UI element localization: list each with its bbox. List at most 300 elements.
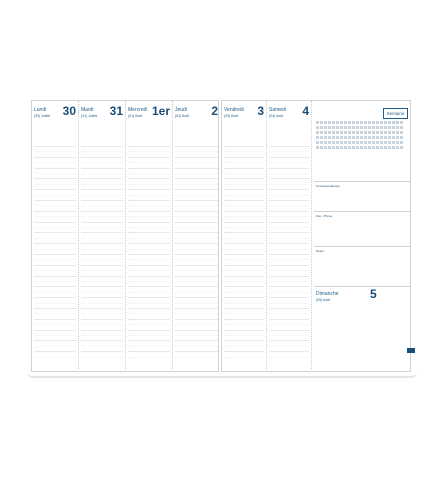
mini-calendar-cell <box>352 146 355 149</box>
mini-calendar-cell <box>388 131 391 134</box>
ruled-line <box>175 330 218 331</box>
time-grid <box>32 146 78 359</box>
ruled-line <box>175 232 218 233</box>
ruled-line <box>175 249 218 250</box>
mini-calendar-cell <box>368 131 371 134</box>
mini-calendar-cell <box>364 146 367 149</box>
mini-calendar-cell <box>388 141 391 144</box>
mini-calendar-cell <box>352 121 355 124</box>
fax-phone-section <box>314 211 410 218</box>
mini-calendar-cell <box>376 136 379 139</box>
ruled-line <box>175 146 218 147</box>
ruled-line <box>34 222 76 223</box>
ruled-line <box>175 189 218 190</box>
mini-calendar-cell <box>360 136 363 139</box>
mini-calendar-cell <box>316 136 319 139</box>
mini-calendar-cell <box>316 126 319 129</box>
ruled-line <box>34 324 76 325</box>
ruled-line <box>175 270 218 271</box>
ruled-line <box>34 227 76 228</box>
mini-calendar-cell <box>364 126 367 129</box>
ruled-line <box>269 319 309 320</box>
ruled-line <box>81 324 123 325</box>
ruled-line <box>224 168 264 169</box>
ruled-line <box>224 259 264 260</box>
ruled-line <box>175 205 218 206</box>
ruled-line <box>34 265 76 266</box>
mini-calendar-cell <box>396 141 399 144</box>
ruled-line <box>224 357 264 358</box>
ruled-line <box>128 286 170 287</box>
ruled-line <box>269 189 309 190</box>
ruled-line <box>224 286 264 287</box>
ruled-line <box>224 146 264 147</box>
mini-calendar-cell <box>388 136 391 139</box>
mini-calendar-cell <box>324 146 327 149</box>
mini-calendar-cell <box>352 136 355 139</box>
ruled-line <box>34 357 76 358</box>
ruled-line <box>128 216 170 217</box>
ruled-line <box>34 346 76 347</box>
ruled-line <box>175 178 218 179</box>
day-subtitle: (04) Août <box>269 114 284 118</box>
mini-calendar-cell <box>360 141 363 144</box>
ruled-line <box>224 340 264 341</box>
ruled-line <box>224 157 264 158</box>
ruled-line <box>81 195 123 196</box>
mini-calendar-cell <box>324 126 327 129</box>
day-column-friday <box>222 101 267 369</box>
ruled-line <box>175 308 218 309</box>
ruled-line <box>175 319 218 320</box>
ruled-line <box>269 178 309 179</box>
mini-calendar-cell <box>344 141 347 144</box>
ruled-line <box>128 200 170 201</box>
ruled-line <box>81 216 123 217</box>
mini-calendar-cell <box>348 141 351 144</box>
ruled-line <box>269 335 309 336</box>
ruled-line <box>269 232 309 233</box>
mini-calendar-cell <box>400 146 403 149</box>
ruled-line <box>175 151 218 152</box>
ruled-line <box>175 313 218 314</box>
ruled-line <box>81 162 123 163</box>
ruled-line <box>269 173 309 174</box>
ruled-line <box>128 351 170 352</box>
mini-calendar-cell <box>348 121 351 124</box>
ruled-line <box>175 259 218 260</box>
ruled-line <box>224 173 264 174</box>
ruled-line <box>224 227 264 228</box>
mini-calendar-cell <box>344 136 347 139</box>
ruled-line <box>34 195 76 196</box>
mini-calendar-cell <box>352 131 355 134</box>
mini-calendar-cell <box>352 141 355 144</box>
ruled-line <box>175 276 218 277</box>
ruled-line <box>128 146 170 147</box>
ruled-line <box>34 351 76 352</box>
day-column-saturday <box>267 101 312 369</box>
ruled-line <box>81 297 123 298</box>
day-number: 1er <box>151 104 170 118</box>
ruled-line <box>224 178 264 179</box>
ruled-line <box>34 157 76 158</box>
mini-calendar-cell <box>348 131 351 134</box>
mini-calendar-cell <box>364 141 367 144</box>
day-name: Jeudi <box>175 107 187 113</box>
ruled-line <box>224 243 264 244</box>
correspondence-label: Correspondances <box>316 184 340 188</box>
left-page <box>31 100 219 372</box>
ruled-line <box>81 313 123 314</box>
ruled-line <box>34 249 76 250</box>
mini-calendar-cell <box>380 146 383 149</box>
mini-calendar-cell <box>376 141 379 144</box>
ruled-line <box>224 292 264 293</box>
ruled-line <box>128 265 170 266</box>
ruled-line <box>175 286 218 287</box>
ruled-line <box>81 276 123 277</box>
mini-calendar-cell <box>400 136 403 139</box>
mini-calendar-cell <box>396 146 399 149</box>
ruled-line <box>128 292 170 293</box>
ruled-line <box>81 259 123 260</box>
ruled-line <box>81 211 123 212</box>
mini-calendar-cell <box>384 136 387 139</box>
ruled-line <box>224 195 264 196</box>
ruled-line <box>81 265 123 266</box>
ruled-line <box>128 211 170 212</box>
ruled-line <box>269 265 309 266</box>
day-header <box>224 104 264 129</box>
ruled-line <box>269 259 309 260</box>
ruled-line <box>269 297 309 298</box>
mini-calendar-cell <box>392 141 395 144</box>
mini-calendar-cell <box>328 126 331 129</box>
mini-calendar-cell <box>368 121 371 124</box>
correspondence-section <box>314 181 410 188</box>
ruled-line <box>224 330 264 331</box>
ruled-line <box>224 232 264 233</box>
ruled-line <box>224 238 264 239</box>
mini-calendar-cell <box>396 126 399 129</box>
ruled-line <box>175 211 218 212</box>
ruled-line <box>34 216 76 217</box>
mini-calendar-cell <box>368 136 371 139</box>
mini-calendar-cell <box>324 131 327 134</box>
ruled-line <box>224 162 264 163</box>
ruled-line <box>81 270 123 271</box>
ruled-line <box>34 259 76 260</box>
side-panel <box>314 101 410 371</box>
ruled-line <box>269 281 309 282</box>
ruled-line <box>175 168 218 169</box>
ruled-line <box>269 340 309 341</box>
mini-calendar-cell <box>392 146 395 149</box>
ruled-line <box>34 270 76 271</box>
mini-calendar-cell <box>332 136 335 139</box>
ruled-line <box>128 205 170 206</box>
mini-calendar-cell <box>320 126 323 129</box>
ruled-line <box>128 151 170 152</box>
ruled-line <box>128 249 170 250</box>
day-number: 2 <box>211 104 218 118</box>
ruled-line <box>128 232 170 233</box>
ruled-line <box>269 270 309 271</box>
ruled-line <box>269 184 309 185</box>
ruled-line <box>81 286 123 287</box>
day-column-monday <box>32 101 79 369</box>
ruled-line <box>269 195 309 196</box>
ruled-line <box>128 243 170 244</box>
ruled-line <box>81 357 123 358</box>
sunday-subtitle: (05) Août <box>316 298 331 302</box>
ruled-line <box>81 189 123 190</box>
ruled-line <box>34 303 76 304</box>
mini-calendar-cell <box>380 136 383 139</box>
ruled-line <box>224 303 264 304</box>
time-grid <box>222 146 266 359</box>
mini-calendar-cell <box>340 136 343 139</box>
ruled-line <box>81 351 123 352</box>
ruled-line <box>224 265 264 266</box>
mini-calendar-cell <box>400 141 403 144</box>
ruled-line <box>81 346 123 347</box>
ruled-line <box>175 162 218 163</box>
ruled-line <box>34 243 76 244</box>
ruled-line <box>81 281 123 282</box>
ruled-line <box>128 157 170 158</box>
ruled-line <box>34 189 76 190</box>
ruled-line <box>224 346 264 347</box>
mini-calendar-cell <box>340 126 343 129</box>
ruled-line <box>128 324 170 325</box>
ruled-line <box>81 151 123 152</box>
ruled-line <box>34 162 76 163</box>
ruled-line <box>81 173 123 174</box>
ruled-line <box>128 162 170 163</box>
ruled-line <box>175 357 218 358</box>
ruled-line <box>81 254 123 255</box>
mini-calendar-cell <box>324 121 327 124</box>
mini-calendar-cell <box>344 126 347 129</box>
mini-calendar-cell <box>316 131 319 134</box>
ruled-line <box>81 249 123 250</box>
ruled-line <box>175 292 218 293</box>
mini-calendar-cell <box>376 146 379 149</box>
mini-calendar-cell <box>372 126 375 129</box>
mini-calendar-cell <box>372 136 375 139</box>
day-subtitle: (02) Août <box>175 114 190 118</box>
day-column-thursday <box>173 101 220 369</box>
sunday-number: 5 <box>370 287 377 301</box>
mini-calendar-cell <box>324 136 327 139</box>
ruled-line <box>81 319 123 320</box>
ruled-line <box>224 319 264 320</box>
ruled-line <box>269 205 309 206</box>
mini-calendar-cell <box>328 131 331 134</box>
ruled-line <box>269 324 309 325</box>
mini-calendar-cell <box>336 121 339 124</box>
ruled-line <box>128 340 170 341</box>
mini-calendar-cell <box>352 126 355 129</box>
week-number-box: Semaine <box>383 108 408 119</box>
ruled-line <box>175 195 218 196</box>
mini-calendar-cell <box>332 126 335 129</box>
day-header <box>269 104 309 129</box>
ruled-line <box>34 276 76 277</box>
day-name: Lundi <box>34 107 47 113</box>
ruled-line <box>34 297 76 298</box>
ruled-line <box>269 227 309 228</box>
ruled-line <box>175 222 218 223</box>
mini-calendar-cell <box>364 131 367 134</box>
ruled-line <box>269 303 309 304</box>
mini-calendar-cell <box>316 146 319 149</box>
ruled-line <box>224 205 264 206</box>
ruled-line <box>34 232 76 233</box>
mini-calendar-cell <box>392 131 395 134</box>
ruled-line <box>128 173 170 174</box>
mini-calendar-cell <box>376 121 379 124</box>
mini-calendar <box>316 121 404 155</box>
day-number: 3 <box>257 104 264 118</box>
ruled-line <box>175 184 218 185</box>
ruled-line <box>269 346 309 347</box>
ruled-line <box>128 313 170 314</box>
day-subtitle: (30) Juillet <box>34 114 51 118</box>
time-grid <box>173 146 220 359</box>
ruled-line <box>175 324 218 325</box>
ruled-line <box>269 238 309 239</box>
ruled-line <box>269 216 309 217</box>
ruled-line <box>269 357 309 358</box>
ruled-line <box>224 276 264 277</box>
ruled-line <box>128 184 170 185</box>
mini-calendar-cell <box>344 146 347 149</box>
mini-calendar-cell <box>360 121 363 124</box>
mini-calendar-cell <box>364 121 367 124</box>
ruled-line <box>34 319 76 320</box>
mini-calendar-cell <box>348 136 351 139</box>
ruled-line <box>128 319 170 320</box>
ruled-line <box>175 173 218 174</box>
mini-calendar-cell <box>376 126 379 129</box>
mini-calendar-cell <box>324 141 327 144</box>
ruled-line <box>81 238 123 239</box>
ruled-line <box>269 162 309 163</box>
mini-calendar-cell <box>356 136 359 139</box>
mini-calendar-cell <box>396 131 399 134</box>
ruled-line <box>128 168 170 169</box>
weekly-planner <box>27 100 417 382</box>
ruled-line <box>81 243 123 244</box>
ruled-line <box>81 292 123 293</box>
ruled-line <box>128 303 170 304</box>
day-number: 4 <box>302 104 309 118</box>
mini-calendar-cell <box>332 141 335 144</box>
ruled-line <box>81 335 123 336</box>
ruled-line <box>224 351 264 352</box>
ruled-line <box>224 189 264 190</box>
ruled-line <box>175 157 218 158</box>
mini-calendar-cell <box>336 136 339 139</box>
ruled-line <box>81 146 123 147</box>
mini-calendar-cell <box>368 146 371 149</box>
mini-calendar-cell <box>332 146 335 149</box>
ruled-line <box>175 200 218 201</box>
mini-calendar-cell <box>360 126 363 129</box>
mini-calendar-cell <box>360 146 363 149</box>
ruled-line <box>128 276 170 277</box>
day-header <box>81 104 123 129</box>
mini-calendar-cell <box>380 141 383 144</box>
mini-calendar-cell <box>336 131 339 134</box>
ruled-line <box>175 351 218 352</box>
mini-calendar-cell <box>388 146 391 149</box>
ruled-line <box>34 292 76 293</box>
mini-calendar-cell <box>320 121 323 124</box>
day-subtitle: (01) Août <box>128 114 143 118</box>
ruled-line <box>128 346 170 347</box>
ruled-line <box>34 330 76 331</box>
ruled-line <box>128 189 170 190</box>
mini-calendar-cell <box>336 141 339 144</box>
ruled-line <box>81 303 123 304</box>
ruled-line <box>128 227 170 228</box>
mini-calendar-cell <box>384 131 387 134</box>
ruled-line <box>34 184 76 185</box>
mini-calendar-cell <box>360 131 363 134</box>
page-tab-marker <box>407 348 415 353</box>
mini-calendar-cell <box>392 136 395 139</box>
ruled-line <box>81 330 123 331</box>
day-name: Mardi <box>81 107 94 113</box>
mini-calendar-cell <box>356 141 359 144</box>
ruled-line <box>175 297 218 298</box>
ruled-line <box>81 200 123 201</box>
mini-calendar-cell <box>344 121 347 124</box>
mini-calendar-cell <box>340 121 343 124</box>
mini-calendar-cell <box>400 121 403 124</box>
mini-calendar-cell <box>380 131 383 134</box>
mini-calendar-cell <box>328 146 331 149</box>
ruled-line <box>224 184 264 185</box>
ruled-line <box>224 313 264 314</box>
ruled-line <box>269 168 309 169</box>
day-number: 31 <box>109 104 123 118</box>
mini-calendar-cell <box>332 121 335 124</box>
mini-calendar-cell <box>388 126 391 129</box>
mini-calendar-cell <box>348 146 351 149</box>
mini-calendar-cell <box>400 131 403 134</box>
ruled-line <box>81 308 123 309</box>
ruled-line <box>224 308 264 309</box>
mini-calendar-cell <box>380 126 383 129</box>
ruled-line <box>81 157 123 158</box>
ruled-line <box>128 281 170 282</box>
mini-calendar-cell <box>392 126 395 129</box>
mini-calendar-cell <box>320 131 323 134</box>
right-page <box>221 100 411 372</box>
ruled-line <box>34 335 76 336</box>
ruled-line <box>81 222 123 223</box>
mini-calendar-cell <box>368 126 371 129</box>
ruled-line <box>81 205 123 206</box>
ruled-line <box>34 340 76 341</box>
ruled-line <box>269 157 309 158</box>
ruled-line <box>175 254 218 255</box>
